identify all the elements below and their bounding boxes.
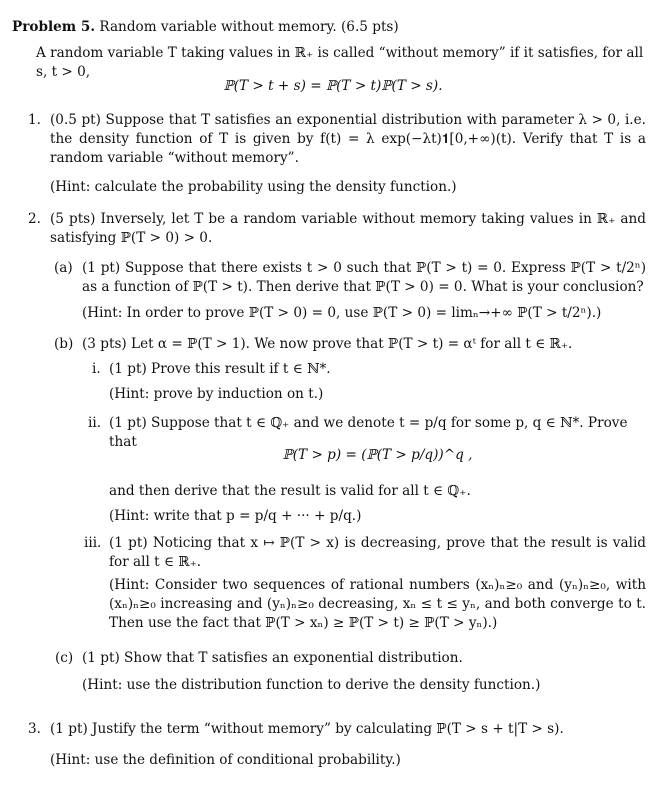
q2b-ii-hint: (Hint: write that p = p/q + ··· + p/q.) xyxy=(109,508,362,524)
problem-title: Random variable without memory. (6.5 pts) xyxy=(99,19,399,35)
q2b-i-label: i. xyxy=(92,361,101,377)
problem-label: Problem 5. xyxy=(12,19,96,35)
q2b-i-text: (1 pt) Prove this result if t ∈ ℕ*. xyxy=(109,361,331,377)
q2b-ii-label: ii. xyxy=(88,415,102,431)
q1-text: (0.5 pt) Suppose that T satisfies an exponential distribution with parameter λ > 0, i.e. the density function of T is given by f(t) = λ exp(−λt)𝟏[0,+∞)(t). Verify that T is a random variable “without memory”. xyxy=(50,112,646,166)
q1-hint: (Hint: calculate the probability using the density function.) xyxy=(50,179,457,195)
q2c-text: (1 pt) Show that T satisfies an exponential distribution. xyxy=(82,650,463,666)
q2b-i-hint: (Hint: prove by induction on t.) xyxy=(109,386,324,402)
q2b-iii-label: iii. xyxy=(84,535,102,551)
q2-text: (5 pts) Inversely, let T be a random variable without memory taking values in ℝ₊ and satisfying ℙ(T > 0) > 0. xyxy=(50,211,646,246)
q2b-ii-equation: ℙ(T > p) = (ℙ(T > p/q))^q , xyxy=(282,447,473,463)
q2b-ii-text: (1 pt) Suppose that t ∈ ℚ₊ and we denote t = p/q for some p, q ∈ ℕ*. Prove that xyxy=(109,415,628,450)
q2-number: 2. xyxy=(28,211,41,227)
q3-hint: (Hint: use the definition of conditional probability.) xyxy=(50,752,401,768)
q2c-hint: (Hint: use the distribution function to derive the density function.) xyxy=(82,677,541,693)
q3-text: (1 pt) Justify the term “without memory” by calculating ℙ(T > s + t|T > s). xyxy=(50,721,564,737)
q2a-text: (1 pt) Suppose that there exists t > 0 such that ℙ(T > t) = 0. Express ℙ(T > t/2ⁿ) as a function of ℙ(T > t). Then derive that ℙ(T > 0) = 0. What is your conclusion? xyxy=(82,260,646,295)
problem-header xyxy=(12,18,657,37)
q2c-label: (c) xyxy=(55,650,74,666)
q1-number: 1. xyxy=(28,112,41,128)
q2a-label: (a) xyxy=(54,260,73,276)
q2b-text: (3 pts) Let α = ℙ(T > 1). We now prove that ℙ(T > t) = αᵗ for all t ∈ ℝ₊. xyxy=(82,336,573,352)
definition-equation: ℙ(T > t + s) = ℙ(T > t)ℙ(T > s). xyxy=(223,78,443,94)
q2b-ii-after: and then derive that the result is valid for all t ∈ ℚ₊. xyxy=(109,483,471,499)
problem-intro: A random variable T taking values in ℝ₊ is called “without memory” if it satisfies, for all s, t > 0, xyxy=(36,45,644,80)
q3-number: 3. xyxy=(28,721,41,737)
q2a-hint: (Hint: In order to prove ℙ(T > 0) = 0, use ℙ(T > 0) = limₙ→+∞ ℙ(T > t/2ⁿ).) xyxy=(82,305,602,321)
q2b-label: (b) xyxy=(54,336,74,352)
q2b-iii-text: (1 pt) Noticing that x ↦ ℙ(T > x) is decreasing, prove that the result is valid for all t ∈ ℝ₊. xyxy=(109,535,646,570)
q2b-iii-hint: (Hint: Consider two sequences of rational numbers (xₙ)ₙ≥₀ and (yₙ)ₙ≥₀, with (xₙ)ₙ≥₀ increasing and (yₙ)ₙ≥₀ decreasing, xₙ ≤ t ≤ yₙ, and both converge to t. Then use the fact that ℙ(T > xₙ) ≥ ℙ(T > t) ≥ ℙ(T > yₙ).) xyxy=(109,577,646,631)
